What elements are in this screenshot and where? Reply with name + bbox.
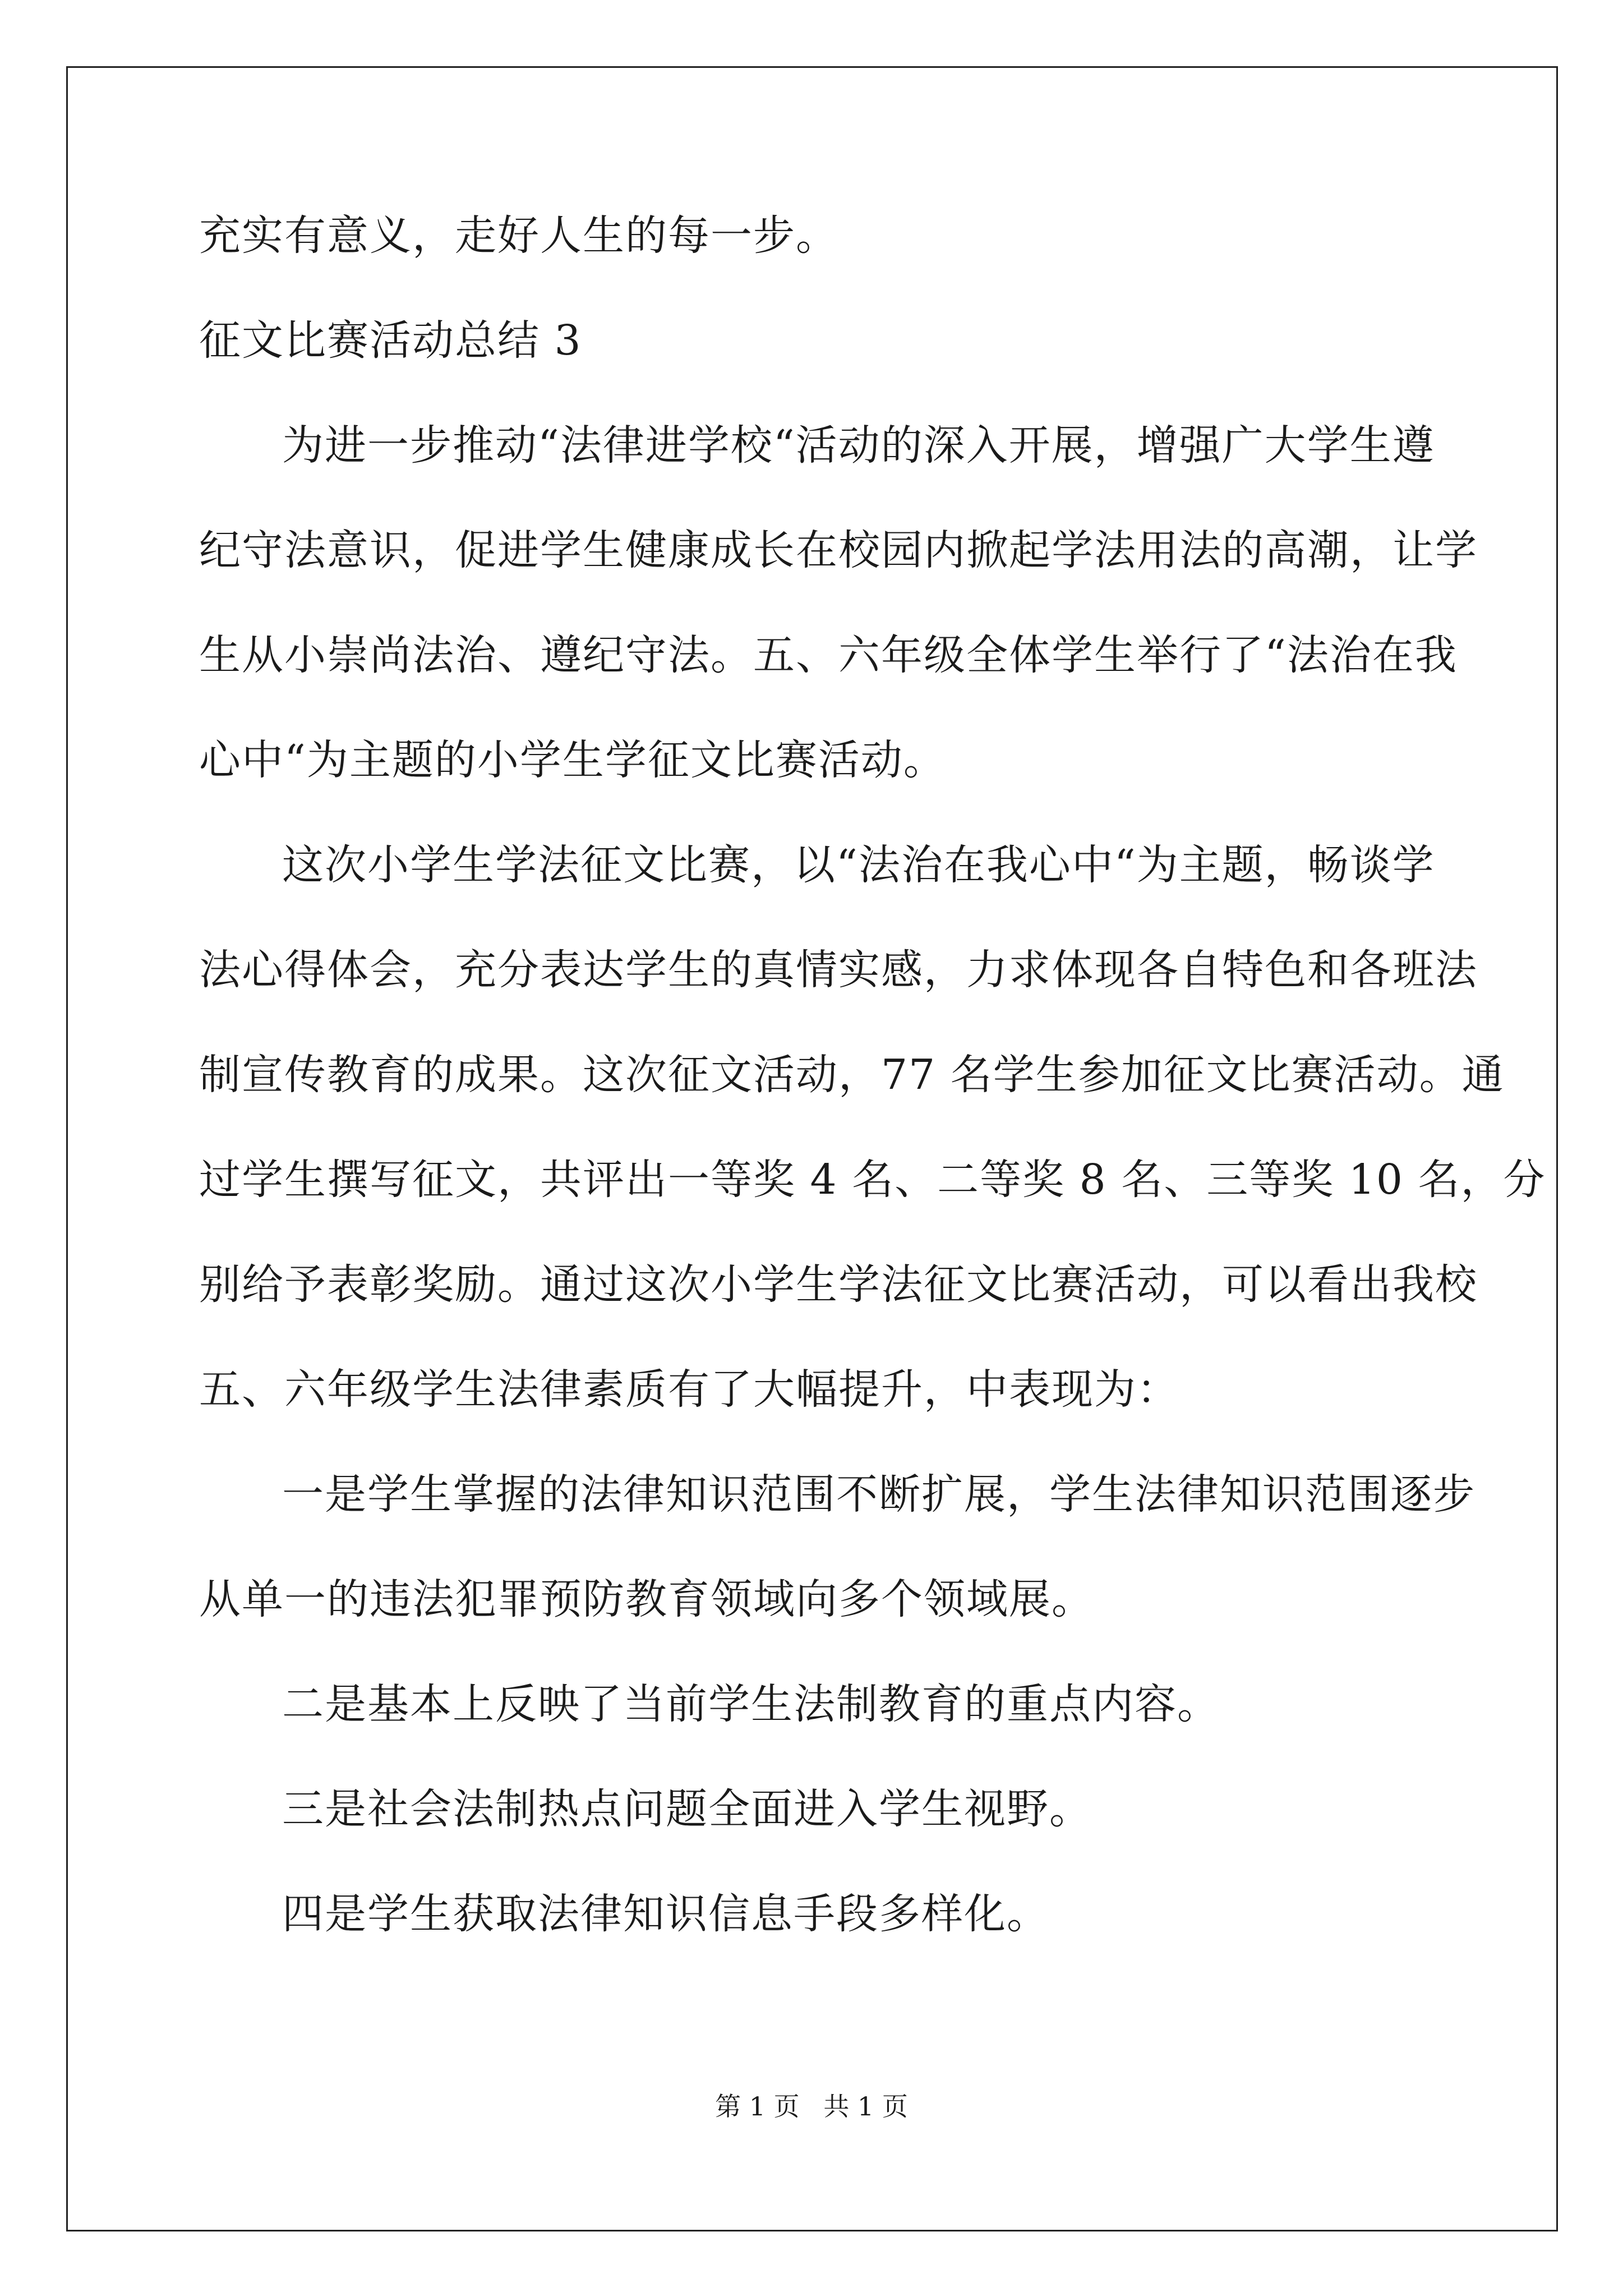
text-line: 生从小崇尚法治、遵纪守法。五、六年级全体学生举行了“法治在我 [199,631,1458,679]
page-number: 第 1 页 [715,2091,800,2122]
text-line: 别给予表彰奖励。通过这次小学生学法征文比赛活动，可以看出我校 [199,1260,1478,1309]
paragraph-point-2: 二是基本上反映了当前学生法制教育的重点内容。 [282,1680,1220,1728]
text-line: 过学生撰写征文，共评出一等奖 4 名、二等奖 8 名、三等奖 10 名，分 [199,1156,1546,1204]
text-line: 充实有意义，走好人生的每一步。 [199,211,838,260]
document-body [199,209,1546,1941]
text-line: 制宣传教育的成果。这次征文活动，77 名学生参加征文比赛活动。通 [199,1051,1505,1099]
text-line: 为进一步推动“法律进学校“活动的深入开展，增强广大学生遵 [282,421,1435,470]
text-line: 纪守法意识，促进学生健康成长在校园内掀起学法用法的高潮，让学 [199,526,1478,574]
paragraph-point-4: 四是学生获取法律知识信息手段多样化。 [282,1890,1049,1938]
text-line: 法心得体会，充分表达学生的真情实感，力求体现各自特色和各班法 [199,946,1478,994]
paragraph-intro [199,418,1478,787]
section-heading: 征文比赛活动总结 3 [199,316,582,365]
page-total: 共 1 页 [823,2091,908,2122]
paragraph-point-3: 三是社会法制热点问题全面进入学生视野。 [282,1785,1092,1833]
text-line: 这次小学生学法征文比赛，以“法治在我心中“为主题，畅谈学 [282,841,1435,889]
paragraph-contest [199,838,1546,1416]
page-footer [0,2090,1623,2123]
text-line: 一是学生掌握的法律知识范围不断扩展，学生法律知识范围逐步 [282,1470,1476,1519]
paragraph-point-1 [199,1467,1476,1626]
text-line: 五、六年级学生法律素质有了大幅提升，中表现为： [199,1365,1179,1414]
text-line: 从单一的违法犯罪预防教育领域向多个领域展。 [199,1575,1094,1623]
text-line: 心中“为主题的小学生学征文比赛活动。 [199,736,946,784]
